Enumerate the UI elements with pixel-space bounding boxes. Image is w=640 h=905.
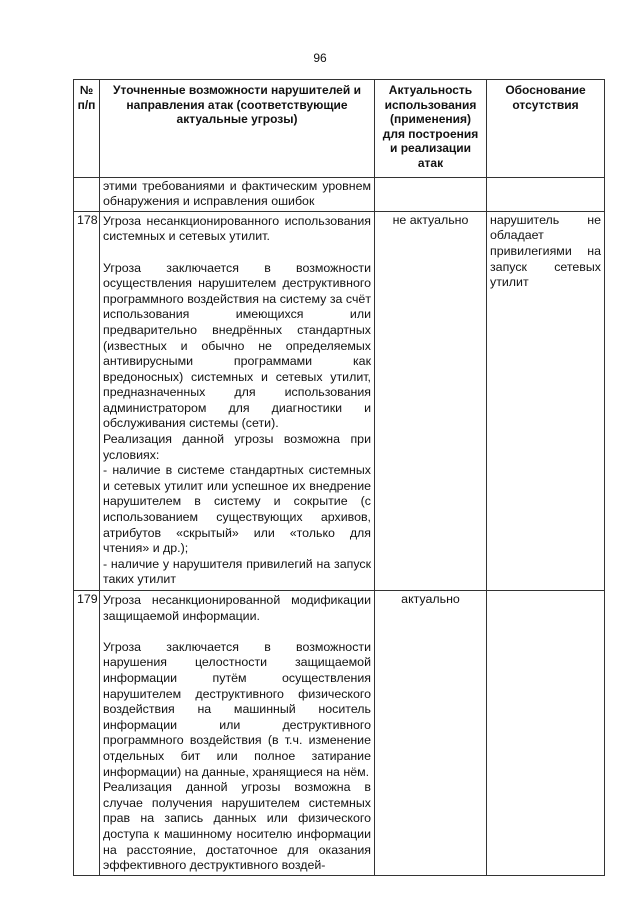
- threat-paragraph: - наличие у нарушителя привилегий на запуск таких утилит: [103, 556, 371, 587]
- cell-relevance: не актуально: [375, 211, 487, 590]
- cell-number: [74, 177, 100, 211]
- cell-number: 179: [74, 591, 100, 876]
- cell-relevance: [375, 177, 487, 211]
- cell-relevance: актуально: [375, 591, 487, 876]
- threat-paragraph: Угроза заключается в возможности осуществления нарушителем деструктивного программного воздействия на систему за счёт использования имеющихся или предварительно внедрённых стандартных (известных и обычно не определяемых антивирусными программами как вредоносных) системных и сетевых утилит, предназначенных для использования администратором для диагностики и обслуживания системы (сети).: [103, 260, 371, 431]
- threat-paragraph: - наличие в системе стандартных системных и сетевых утилит или успешное их внедрение нарушителем в систему и сокрытие (с использованием существующих архивов, атрибутов «скрытый» или «только для чтения» и др.);: [103, 463, 371, 556]
- threat-paragraph: Угроза заключается в возможности нарушения целостности защищаемой информации путём осуществления нарушителем деструктивного физического воздействия на машинный носитель информации или деструктивного программного воздействия (в т.ч. изменение отдельных бит или полное затирание информации) на данные, хранящиеся на нём.: [103, 639, 371, 779]
- table-row-179: [74, 591, 605, 876]
- table-row-continuation: [74, 177, 605, 211]
- threats-table: [73, 79, 605, 876]
- header-relevance: Актуальность использования (применения) для построения и реализации атак: [375, 80, 487, 178]
- threat-title: Угроза несанкционированной модификации защищаемой информации.: [103, 593, 371, 623]
- page-number: 96: [313, 51, 327, 65]
- cell-capabilities: этими требованиями и фактическим уровнем обнаружения и исправления ошибок: [100, 177, 375, 211]
- cell-capabilities: [100, 591, 375, 876]
- header-justification: Обоснование отсутствия: [487, 80, 605, 178]
- cell-justification: [487, 177, 605, 211]
- cell-justification: [487, 591, 605, 876]
- cell-justification: нарушитель не обладает привилегиями на запуск сетевых утилит: [487, 211, 605, 590]
- header-capabilities: Уточненные возможности нарушителей и направления атак (соответствующие актуальные угрозы): [100, 80, 375, 178]
- threat-title: Угроза несанкционированного использования системных и сетевых утилит.: [103, 213, 371, 244]
- header-number: № п/п: [74, 80, 100, 178]
- cell-number: 178: [74, 211, 100, 590]
- table-header-row: [74, 80, 605, 178]
- threat-paragraph: Реализация данной угрозы возможна при условиях:: [103, 432, 371, 462]
- threat-paragraph: Реализация данной угрозы возможна в случае получения нарушителем системных прав на запись данных или физического доступа к машинному носителю информации на расстояние, достаточное для оказания эффективного деструктивного воздей-: [103, 780, 371, 873]
- table-row-178: [74, 211, 605, 590]
- cell-capabilities: [100, 211, 375, 590]
